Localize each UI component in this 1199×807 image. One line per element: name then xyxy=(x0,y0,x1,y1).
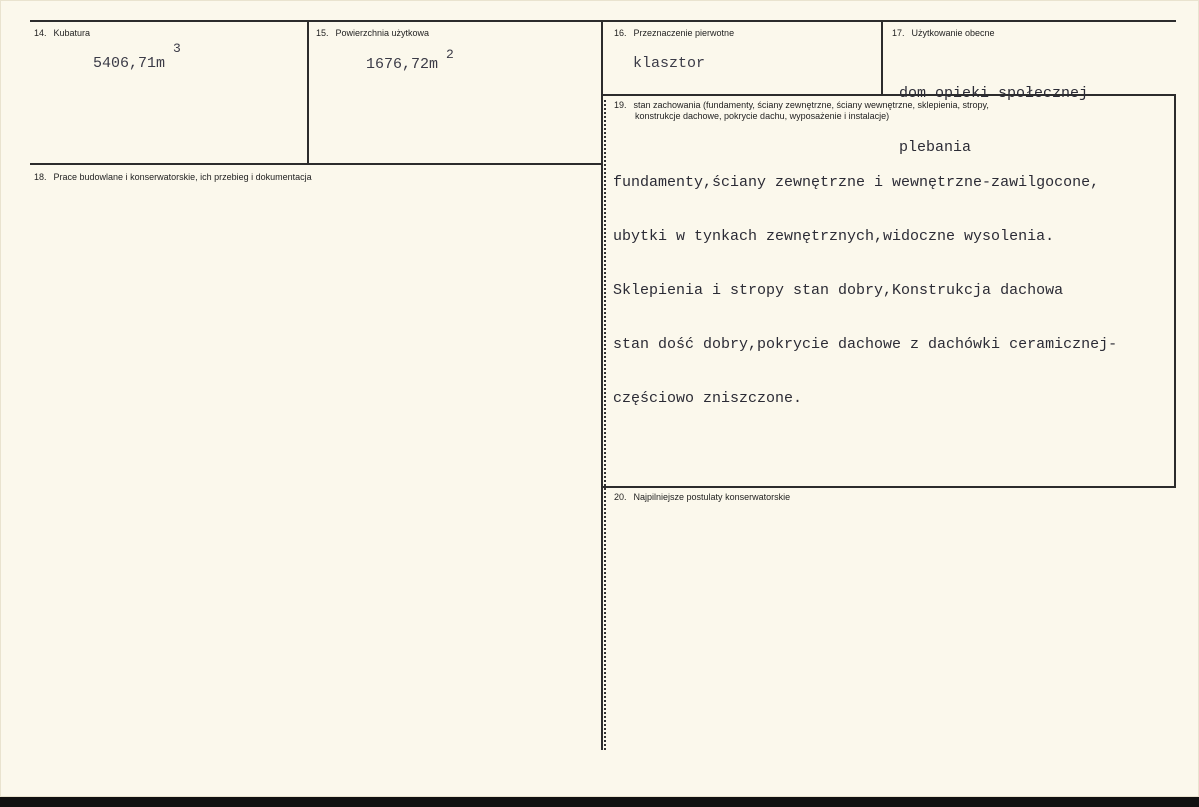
text-line: dom opieki społecznej xyxy=(899,85,1089,102)
field-number: 19. xyxy=(614,100,627,110)
field-number: 18. xyxy=(34,172,47,182)
value-kubatura: 5406,71m xyxy=(93,55,166,72)
divider-14-15 xyxy=(307,20,309,164)
rule-above-20 xyxy=(601,486,1176,488)
field-label: Powierzchnia użytkowa xyxy=(335,28,430,38)
label-uzytkowanie-obecne xyxy=(892,28,995,39)
scan-border xyxy=(0,797,1199,807)
label-przeznaczenie-pierwotne xyxy=(614,28,734,39)
field-label: Najpilniejsze postulaty konserwatorskie xyxy=(633,492,791,502)
text-line: fundamenty,ściany zewnętrzne i wewnętrzne-zawilgocone, xyxy=(613,174,1100,191)
label-powierzchnia-uzytkowa xyxy=(316,28,429,39)
value-przeznaczenie-pierwotne: klasztor xyxy=(633,55,706,72)
rule-under-14-15 xyxy=(30,163,601,165)
field-label: Przeznaczenie pierwotne xyxy=(633,28,735,38)
divider-15-16 xyxy=(601,20,603,750)
label-stan-zachowania xyxy=(614,100,989,111)
value-stan-zachowania xyxy=(613,138,1117,444)
field-number: 17. xyxy=(892,28,905,38)
field-label: Użytkowanie obecne xyxy=(911,28,995,38)
divider-16-17 xyxy=(881,20,883,95)
field-number: 14. xyxy=(34,28,47,38)
top-rule xyxy=(30,20,1176,22)
label-prace-budowlane xyxy=(34,172,312,183)
label-stan-zachowania-line2: konstrukcje dachowe, pokrycie dachu, wyposażenie i instalacje) xyxy=(635,111,890,121)
field-label-line1: stan zachowania (fundamenty, ściany zewnętrzne, ściany wewnętrzne, sklepienia, stropy, xyxy=(633,100,989,110)
unit-exponent-powierzchnia: 2 xyxy=(446,47,454,62)
label-najpilniejsze-postulaty xyxy=(614,492,790,503)
text-line: stan dość dobry,pokrycie dachowe z dachówki ceramicznej- xyxy=(613,336,1118,353)
field-number: 20. xyxy=(614,492,627,502)
field-label: Kubatura xyxy=(53,28,91,38)
text-line: częściowo zniszczone. xyxy=(613,390,803,407)
value-powierzchnia-uzytkowa: 1676,72m xyxy=(366,56,439,73)
text-line: ubytki w tynkach zewnętrznych,widoczne wysolenia. xyxy=(613,228,1055,245)
rule-under-16-17 xyxy=(601,94,1176,96)
label-kubatura xyxy=(34,28,90,39)
dotted-margin-left xyxy=(604,100,606,750)
text-line: plebania xyxy=(899,139,972,156)
right-edge-rule xyxy=(1174,94,1176,486)
text-line: Sklepienia i stropy stan dobry,Konstrukcja dachowa xyxy=(613,282,1064,299)
field-label: Prace budowlane i konserwatorskie, ich przebieg i dokumentacja xyxy=(53,172,312,182)
field-number: 15. xyxy=(316,28,329,38)
field-number: 16. xyxy=(614,28,627,38)
unit-exponent-kubatura: 3 xyxy=(173,41,181,56)
